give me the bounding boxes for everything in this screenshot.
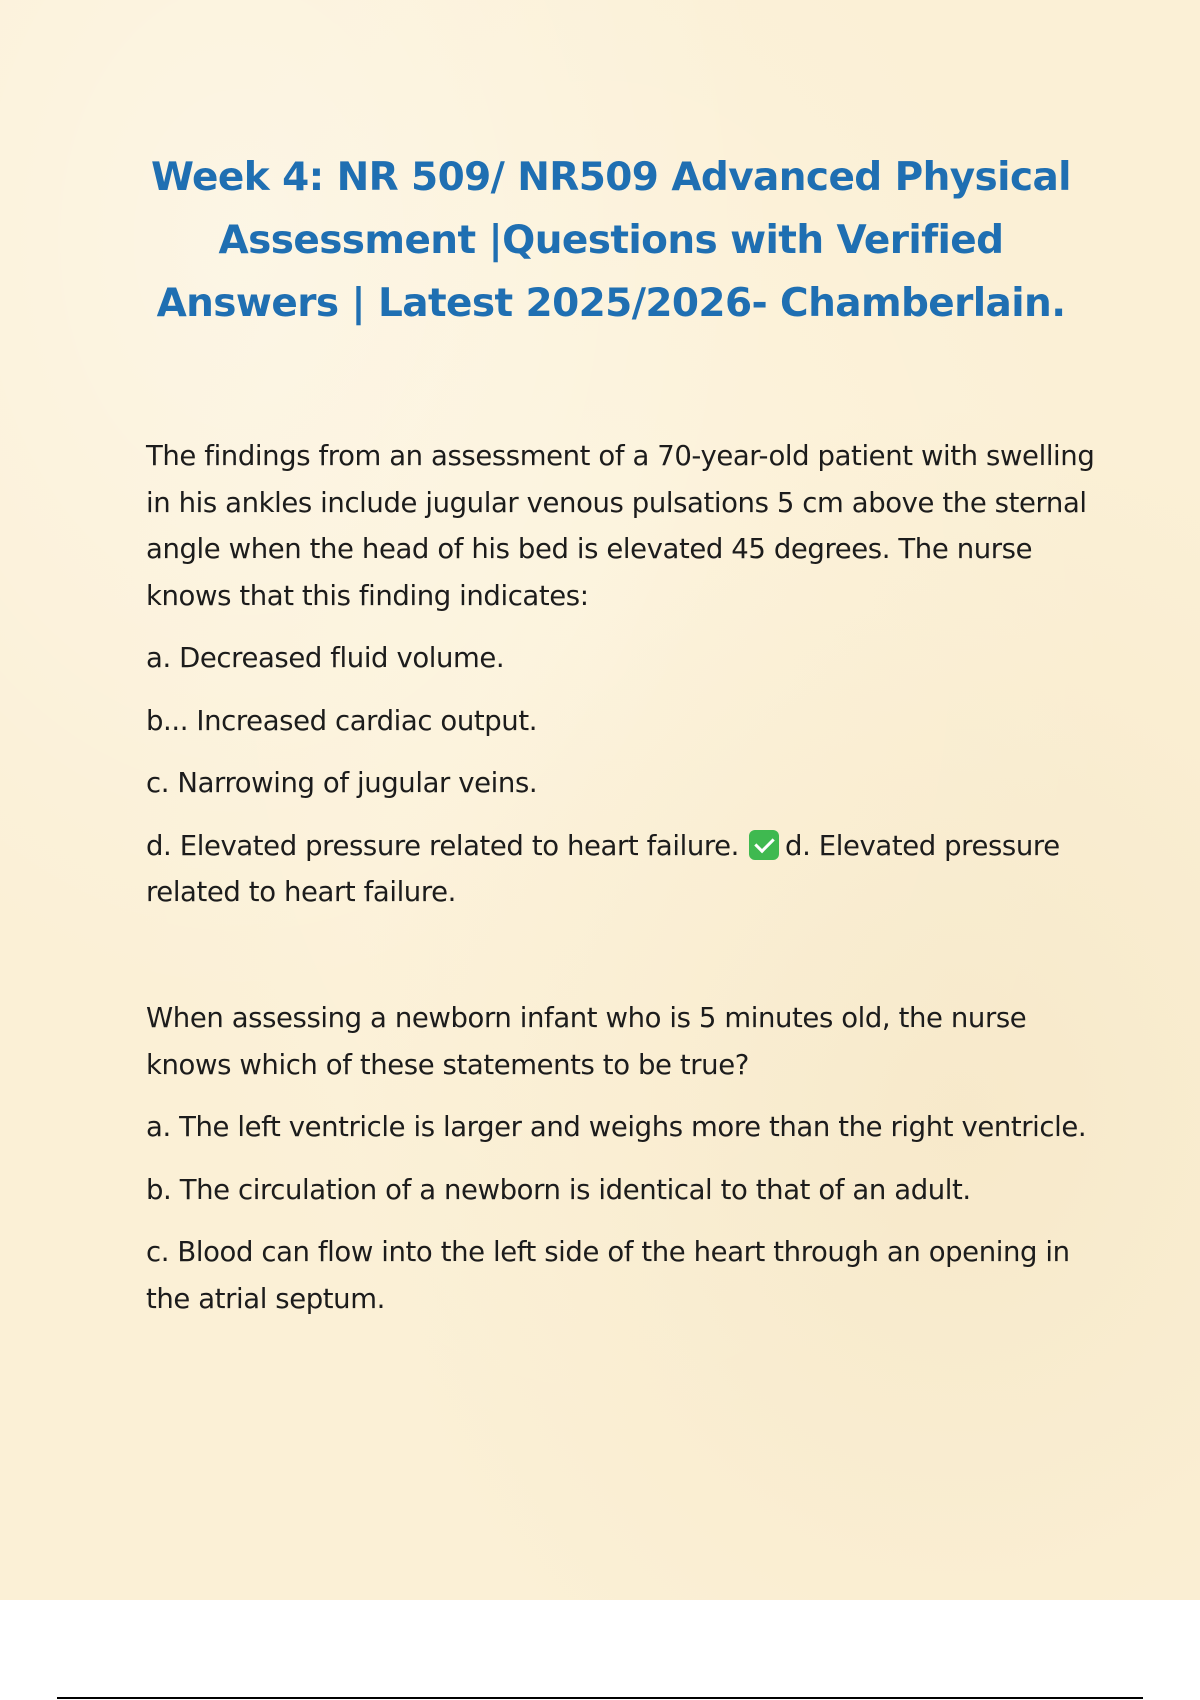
question-stem: The findings from an assessment of a 70-year-old patient with swelling in his ankles include jugular venous pulsations 5 cm above the sternal angle when the head of his bed is elevated 45 degrees. The nurse knows that this finding indicates: xyxy=(146,440,1095,612)
option-b: b... Increased cardiac output. xyxy=(146,704,538,737)
option-d: d. Elevated pressure related to heart failure. xyxy=(146,829,740,862)
option-a: a. The left ventricle is larger and weighs more than the right ventricle. xyxy=(146,1111,1087,1143)
option-d-with-answer xyxy=(146,823,1096,916)
check-mark-icon xyxy=(749,830,779,860)
question-2 xyxy=(146,995,1096,1338)
question-stem: When assessing a newborn infant who is 5 minutes old, the nurse knows which of these statements to be true? xyxy=(146,1002,1027,1081)
page-title: Week 4: NR 509/ NR509 Advanced Physical Assessment |Questions with Verified Answers | Latest 2025/2026- Chamberlain. xyxy=(151,155,1071,326)
option-a: a. Decreased fluid volume. xyxy=(146,642,505,674)
footer-divider xyxy=(57,1697,1143,1699)
option-c: c. Narrowing of jugular veins. xyxy=(146,767,538,799)
option-c: c. Blood can flow into the left side of the heart through an opening in the atrial septum. xyxy=(146,1236,1070,1315)
question-1 xyxy=(146,433,1096,932)
verified-answer: d. Elevated pressure related to heart failure. xyxy=(146,829,1060,908)
option-b: b. The circulation of a newborn is identical to that of an adult. xyxy=(146,1173,971,1206)
